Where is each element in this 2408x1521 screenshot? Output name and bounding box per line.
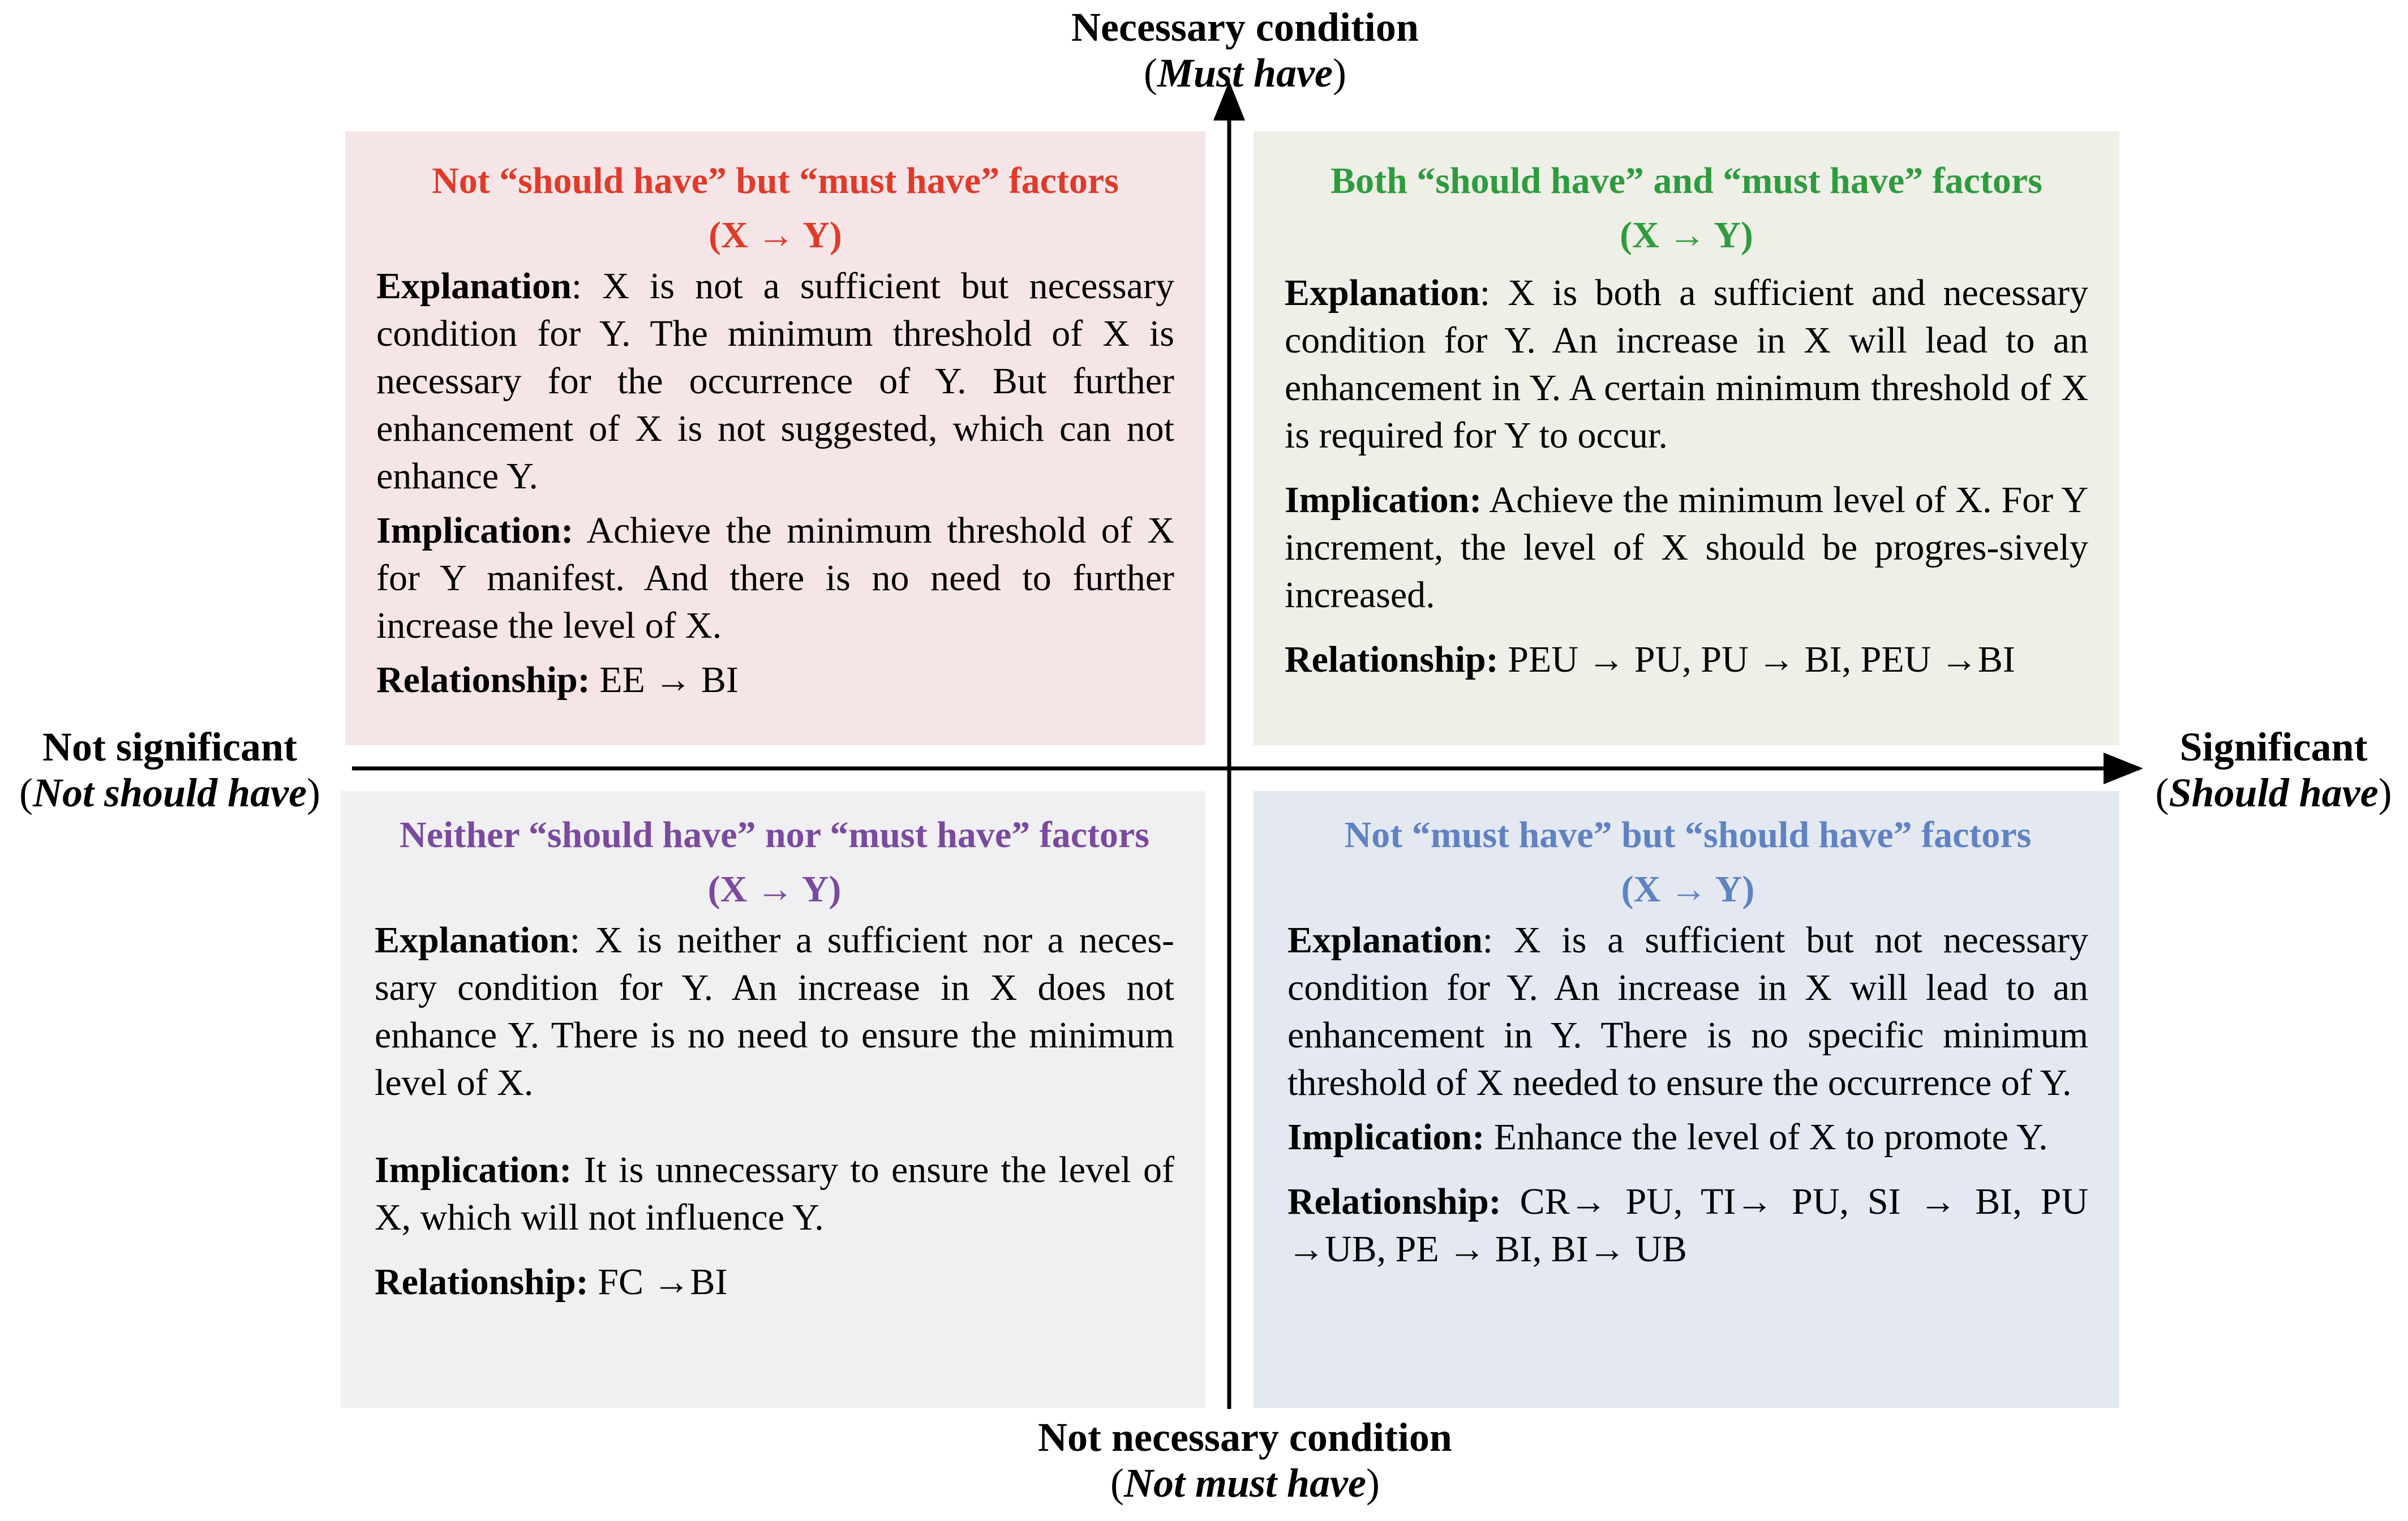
relationship-label: Relationship:	[1287, 1181, 1501, 1222]
quadrant-title-text: Not “must have” but “should have” factors	[1344, 814, 2032, 856]
axis-label-sub: (Must have)	[1143, 50, 1346, 96]
implication-text: Achieve the minimum threshold of X for Y manifest. And there is no need to further increase the level of X.	[376, 510, 1174, 646]
axis-label-left	[0, 724, 340, 815]
axis-label-main: Significant	[2179, 724, 2368, 770]
relationship-label: Relationship:	[375, 1261, 589, 1303]
explanation-text: : X is both a sufficient and necessary condition for Y. An increase in X will lead to an enhancement in Y. A certain minimum threshold of X is required for Y to occur.	[1285, 272, 2088, 456]
relationship-text: FC →BI	[588, 1261, 728, 1303]
relationship-text: PEU → PU, PU → BI, PEU →BI	[1498, 639, 2015, 680]
explanation-label: Explanation	[1287, 920, 1483, 961]
implication-label: Implication:	[375, 1149, 572, 1191]
relationship-text: CR→ PU, TI→ PU, SI → BI, PU →UB, PE → BI, BI→ UB	[1287, 1181, 2088, 1270]
quadrant-formula: (X → Y)	[1621, 869, 1755, 910]
implication-text: It is unnecessary to ensure the level of X, which will not influence Y.	[375, 1149, 1174, 1238]
explanation-text: : X is neither a sufficient nor a neces-sary condition for Y. An increase in X does not enhance Y. There is no need to ensure the minimum level of X.	[375, 920, 1174, 1103]
explanation-text: : X is not a sufficient but necessary condition for Y. The minimum threshold of X is necessary for the occurrence of Y. But further enhancement of X is not suggested, which can not enhance Y.	[376, 265, 1174, 497]
axis-label-top	[934, 5, 1556, 96]
axis-label-sub: (Should have)	[2155, 770, 2392, 815]
quadrant-formula: (X → Y)	[1620, 214, 1753, 256]
quadrant-title-text: Not “should have” but “must have” factors	[432, 160, 1119, 201]
axis-label-bottom	[934, 1415, 1556, 1506]
explanation-label: Explanation	[1285, 272, 1480, 313]
relationship-text: EE → BI	[590, 659, 739, 701]
axis-label-sub: (Not must have)	[1110, 1460, 1380, 1506]
axis-label-main: Not necessary condition	[1038, 1415, 1452, 1460]
implication-label: Implication:	[376, 510, 574, 551]
axis-label-main: Necessary condition	[1071, 5, 1419, 50]
axis-label-right	[2139, 724, 2408, 815]
implication-label: Implication:	[1287, 1116, 1485, 1158]
quadrant-formula: (X → Y)	[707, 869, 842, 910]
relationship-label: Relationship:	[376, 659, 590, 701]
axis-label-main: Not significant	[42, 724, 297, 770]
axis-label-sub: (Not should have)	[19, 770, 321, 815]
quadrant-title-text: Neither “should have” nor “must have” factors	[400, 814, 1149, 856]
implication-label: Implication:	[1285, 479, 1482, 521]
implication-text: Enhance the level of X to promote Y.	[1484, 1116, 2048, 1158]
explanation-text: : X is a sufficient but not necessary condition for Y. An increase in X will lead to an enhancement in Y. There is no specific minimum threshold of X needed to ensure the occurrence of Y.	[1287, 920, 2088, 1103]
quadrant-title-text: Both “should have” and “must have” factors	[1330, 160, 2042, 201]
explanation-label: Explanation	[375, 920, 570, 961]
relationship-label: Relationship:	[1285, 639, 1499, 680]
quadrant-formula: (X → Y)	[709, 214, 842, 256]
explanation-label: Explanation	[376, 265, 572, 307]
implication-text: Achieve the minimum level of X. For Y increment, the level of X should be progres-sively increased.	[1285, 479, 2088, 616]
